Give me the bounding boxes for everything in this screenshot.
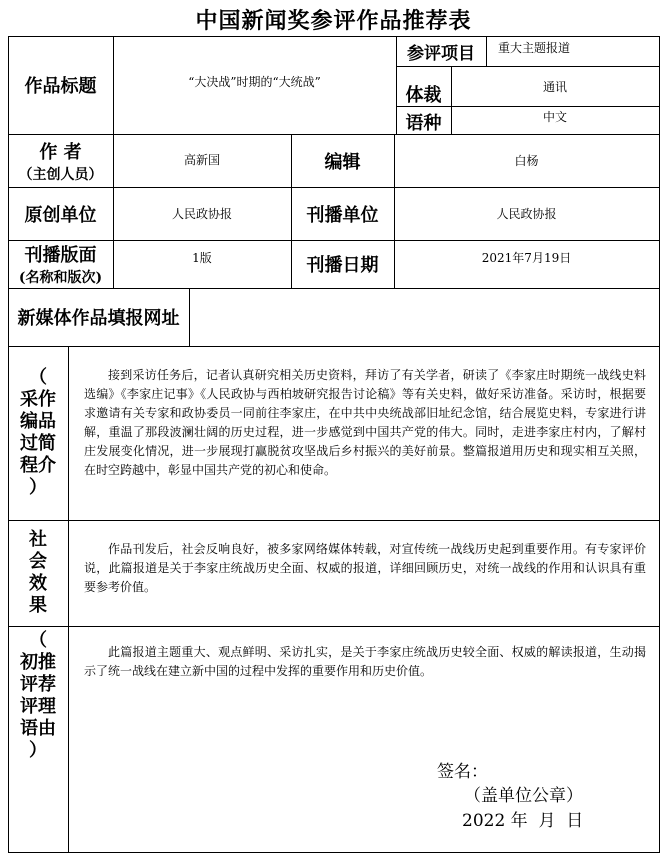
work-title-value: “大决战”时期的“大统战”: [188, 74, 321, 89]
seal-label: （盖单位公章）: [464, 786, 583, 806]
author-value: 高新国: [183, 152, 220, 167]
layout-label-cell: [8, 240, 113, 288]
process-label-line-5: 程介: [20, 455, 56, 476]
text-section-divider: [68, 346, 69, 852]
origin-unit-label: 原创单位: [24, 204, 97, 226]
author-sublabel: （主创人员）: [18, 166, 103, 183]
row-divider-7: [8, 626, 660, 627]
language-value: 中文: [542, 109, 567, 124]
review-label-line-6: ）: [29, 740, 47, 761]
author-label-cell: [8, 134, 113, 187]
review-label-line-5: 语由: [20, 718, 56, 739]
review-label-line-1: （: [29, 630, 47, 651]
publish-date-value: 2021年7月19日: [481, 250, 572, 265]
entry-item-label: 参评项目: [407, 43, 475, 64]
row-divider-6: [8, 520, 660, 521]
new-media-label: 新媒体作品填报网址: [17, 308, 180, 329]
effect-label-line-3: 效: [29, 573, 47, 594]
process-label-line-6: ）: [29, 477, 47, 498]
editor-value: 白杨: [514, 154, 539, 168]
process-label-line-4: 过简: [20, 433, 56, 454]
effect-label-line-4: 果: [29, 595, 47, 616]
publish-date-label: 刊播日期: [306, 255, 379, 276]
review-label-line-2: 初推: [20, 652, 56, 673]
publish-unit-value: 人民政协报: [496, 207, 557, 221]
border-bottom: [8, 852, 660, 853]
row-divider-5: [8, 346, 660, 347]
review-text: 此篇报道主题重大、观点鲜明、采访扎实，是关于李家庄统战历史较全面、权威的解读报道，生动揭示了统一战线在建立新中国的过程中发挥的重要作用和历史价值。: [84, 645, 646, 678]
effect-label: [8, 520, 68, 626]
signature-label: 签名：: [437, 762, 488, 782]
review-label-line-4: 评理: [20, 696, 56, 717]
form-title: 中国新闻奖参评作品推荐表: [195, 8, 472, 34]
publish-unit-label: 刊播单位: [306, 204, 379, 226]
layout-sublabel: (名称和版次): [18, 270, 103, 286]
process-label-line-3: 编品: [20, 411, 56, 432]
language-label: 语种: [405, 113, 442, 134]
new-media-value: [189, 288, 659, 346]
layout-value: 1版: [192, 250, 212, 265]
origin-unit-value: 人民政协报: [171, 207, 232, 221]
effect-label-line-1: 社: [29, 529, 47, 550]
genre-label: 体裁: [405, 85, 442, 106]
entry-item-value: 重大主题报道: [498, 40, 571, 55]
process-text: 接到采访任务后，记者认真研究相关历史资料，拜访了有关学者，研读了《李家庄时期统一战线史料选编》《李家庄记事》《人民政协与西柏坡研究报告讨论稿》等有关史料，做好采访准备。采访时，根据要求邀请有关专家和政协委员一同前往李家庄，在中共中央统战部旧址纪念馆，结合展览史料，专家进行讲解，重温了那段波澜壮阔的历史过程，进一步感觉到中国共产党的伟大。同时，走进李家庄村内，了解村庄发展变化情况，进一步展现打赢脱贫攻坚战后乡村振兴的美好前景。整篇报道用历史和现实相互关照，在时空跨越中，彰显中国共产党的初心和使命。: [84, 368, 646, 477]
review-label-line-3: 评荐: [20, 674, 56, 695]
sign-date: 2022 年 月 日: [462, 811, 584, 831]
process-label-line-1: （: [29, 367, 47, 388]
author-label: 作 者: [39, 141, 82, 163]
editor-label: 编辑: [324, 151, 361, 173]
process-label-line-2: 采作: [20, 389, 56, 410]
work-title-label: 作品标题: [24, 76, 97, 97]
effect-text: 作品刊发后，社会反响良好，被多家网络媒体转载，对宣传统一战线历史起到重要作用。有专家评价说，此篇报道是关于李家庄统战历史全面、权威的报道，详细回顾历史，对统一战线的作用和认识具有重要参考价值。: [84, 542, 646, 594]
review-label: [8, 626, 68, 766]
process-label: [8, 346, 68, 520]
effect-label-line-2: 会: [29, 551, 47, 572]
border-right: [659, 36, 660, 853]
layout-label: 刊播版面: [24, 245, 97, 266]
genre-value: 通讯: [542, 79, 567, 94]
